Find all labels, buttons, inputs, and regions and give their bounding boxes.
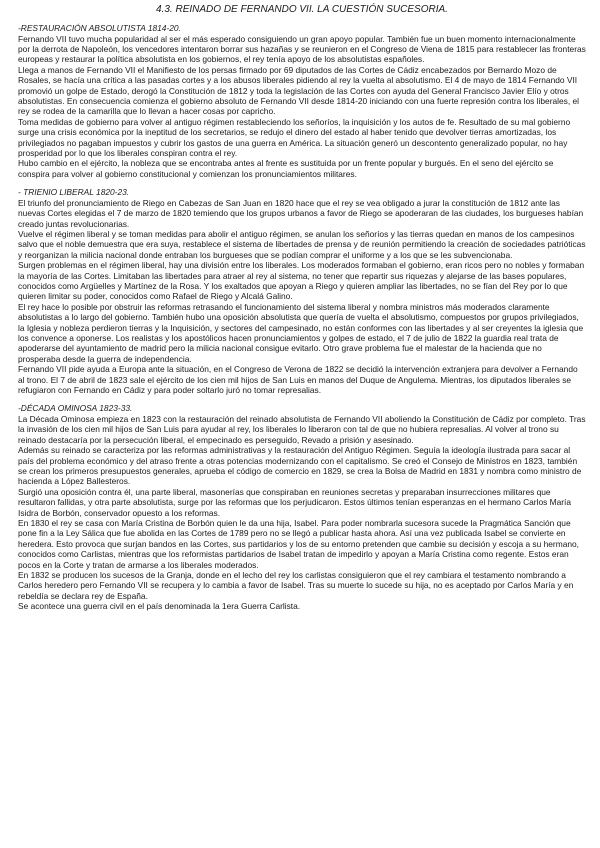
paragraph: Surgió una oposición contra él, una parte liberal, masonerías que conspiraban en reuniones secretas y preparaban insurrecciones militares que resultaron fallidas, y otra parte absolutista, surge por las reformas que los perjudicaron. Estos últimos tenían esperanzas en el hermano Carlos María Isidra de Borbón, conservador opuesto a los reformas. [18,486,572,518]
section-heading: - TRIENIO LIBERAL 1820-23. [18,187,130,198]
paragraph: Además su reinado se caracteriza por las reformas administrativas y la restauración del Antiguo Régimen. Seguía la ideología ilustrada para sacar al país del problema económico y del atraso frente a otras potencias modernizando con el capitalismo. Se creó el Consejo de Ministros en 1823, también se crean los primeros presupuestos generales, aprueba el código de comercio en 1829, se crea la Bolsa de Madrid en 1831 y nombra como ministro de hacienda a López Ballesteros. [18,445,582,487]
section-trienio-liberal [18,187,586,395]
paragraph: El rey hace lo posible por obstruir las reformas retrasando el funcionamiento del sistema liberal y nombra ministros más moderados claramente absolutistas a lo largo del gobierno. También hubo una oposición absolutista que quería de vuelta el absolutismo, compuestos por grupos privilegiados, la Iglesia y nobleza perdieron tierras y la Inquisición, y sectores del campesinado, no están conformes con las libertades y al ser creyentes la iglesia que los convence a oponerse. Los realistas y los apostólicos hacen pronunciamientos y golpes de estado, el 7 de julio de 1822 la guardia real trata de apoderarse del ayuntamiento de madrid pero la milicia nacional consigue evitarlo. Otro grave problema fue el malestar de la hacienda que no prosperaba desde la guerra de independencia. [18,301,584,364]
paragraph: En 1830 el rey se casa con María Cristina de Borbón quien le da una hija, Isabel. Para poder nombrarla sucesora sucede la Pragmática Sanción que pone fin a la Ley Sálica que fue abolida en las Cortes de 1789 pero no se llegó a publicar hasta ahora. Así una vez publicada Isabel se convierte en heredera. Esto provoca que surjan bandos en las Cortes, sus partidarios y los de su entorno pretenden que cambie su decisión y escoja a su hermano, conocidos como Carlistas, mientras que los reformistas partidarios de Isabel tratan de impedirlo y apoyan a María Cristina como regente. Estos eran pocos en la Corte y tratan de armarse a los liberales moderados. [18,517,579,570]
paragraph: Hubo cambio en el ejército, la nobleza que se encontraba antes al frente es sustituida por un frente popular y burgués. En el seno del ejército se conspira para volver al gobierno constitucional y comienzan los pronunciamientos militares. [18,158,554,179]
section-decada-ominosa [18,403,586,611]
paragraph: Se acontece una guerra civil en el país denominada la 1era Guerra Carlista. [18,601,301,612]
section-heading: -RESTAURACIÓN ABSOLUTISTA 1814-20. [18,23,181,33]
paragraph: Surgen problemas en el régimen liberal, hay una división entre los liberales. Los moderados formaban el gobierno, eran ricos pero no nobles y formaban la mayoría de las Cortes. Limitaban las libertades para atraer al rey al sistema, no tener que repartir sus riquezas y alejarse de las bases populares, conocidos como Argüelles y Martínez de la Rosa. Y los exaltados que apoyan a Riego y quieren ampliar las libertades, no se fían del Rey por lo que quieren limitar su poder, conocidos como Rafael de Riego y Alcalá Galino. [18,260,585,302]
paragraph: Toma medidas de gobierno para volver al antiguo régimen restableciendo los señoríos, la inquisición y los autos de fe. Resultado de su mal gobierno surge una crisis económica por la ineptitud de los secretarios, se redujo el dinero del estado al haber tenido que devolver tierras amortizadas, los privilegiados no pagaban impuestos y cubrir los gastos de una guerra en América. La situación generó un descontento generalizado popular, no hay prosperidad por lo que los liberales conspiran contra el rey. [18,116,571,158]
section-heading: -DÉCADA OMINOSA 1823-33. [18,403,133,414]
paragraph: Fernando VII pide ayuda a Europa ante la situación, en el Congreso de Verona de 1822 se decidió la intervención extranjera para devolver a Fernando al trono. El 7 de abril de 1823 sale el ejército de los cien mil hijos de San Luis en manos del Duque de Angulema. Mientras, los diputados liberales se refugiaron con Fernando en Cádiz y para poder soltarlo juró no tomar represalias. [18,364,578,395]
paragraph: En 1832 se producen los sucesos de la Granja, donde en el lecho del rey los carlistas consiguieron que el rey cambiara el testamento nombrando a Carlos heredero pero Fernando VII se recupera y lo cambia a favor de Isabel. Tras su muerte lo sucede su hija, no es aceptado por Carlos María y en rebeldía se declara rey de España. [18,570,574,601]
paragraph: Vuelve el régimen liberal y se toman medidas para abolir el antiguo régimen, se anulan los señoríos y las tierras quedan en manos de los campesinos salvo que el noble demuestra que era suya, restablece el sistema de libertades de prensa y de reunión permitiendo la creación de sociedades patrióticas y reorganizan la milicia nacional donde entraban los burgueses que se podían comprar el uniforme y a los que se les subvencionaba. [18,228,586,260]
document-title: 4.3. REINADO DE FERNANDO VII. LA CUESTIÓN SUCESORIA. [156,4,448,15]
paragraph: El triunfo del pronunciamiento de Riego en Cabezas de San Juan en 1820 hace que el rey se vea obligado a jurar la constitución de 1812 ante las nuevas Cortes elegidas el 7 de marzo de 1820 temiendo que los grupos urbanos a favor de Riego se apoderaran de las ciudades, los burgueses habían creado juntas revolucionarias. [18,197,584,229]
paragraph: Fernando VII tuvo mucha popularidad al ser el más esperado consiguiendo un gran apoyo popular. También fue un buen momento internacionalmente por la derrota de Napoleón, los vencedores intentaron borrar sus hazañas y se reunieron en el Congreso de Viena de 1815 para restablecer las fronteras europeas y restaurar la política absolutista en los gobiernos, el rey tenía apoyo de los absolutistas españoles. [18,33,586,65]
paragraph: La Década Ominosa empieza en 1823 con la restauración del reinado absolutista de Fernando VII aboliendo la Constitución de Cádiz por completo. Tras la invasión de los cien mil hijos de San Luis para ayudar al rey, los liberales lo liberaron con tal de que no hubiera represalias. Al volver al trono su reinado destacaría por la persecución liberal, el empecinado es perseguido, Revado a prisión y asesinado. [18,413,586,445]
paragraph: Llega a manos de Fernando VII el Manifiesto de los persas firmado por 69 diputados de las Cortes de Cádiz encabezados por Bernardo Mozo de Rosales, se hacía una crítica a las pasadas cortes y a los abusos liberales pidiendo al rey la vuelta al absolutismo. El 4 de mayo de 1814 Fernando VII promovió un golpe de Estado, derogó la Constitución de 1812 y toda la legislación de las Cortes con ayuda del General Francisco Javier Elío y otros absolutistas. En consecuencia comienza el gobierno absoluto de Fernando VII desde 1814-20 iniciando con una fuerte represión contra los liberales, el rey se rodea de la camarilla que lo llevan a hacer cosas por capricho. [18,64,580,117]
section-restauracion-absolutista [18,23,586,179]
